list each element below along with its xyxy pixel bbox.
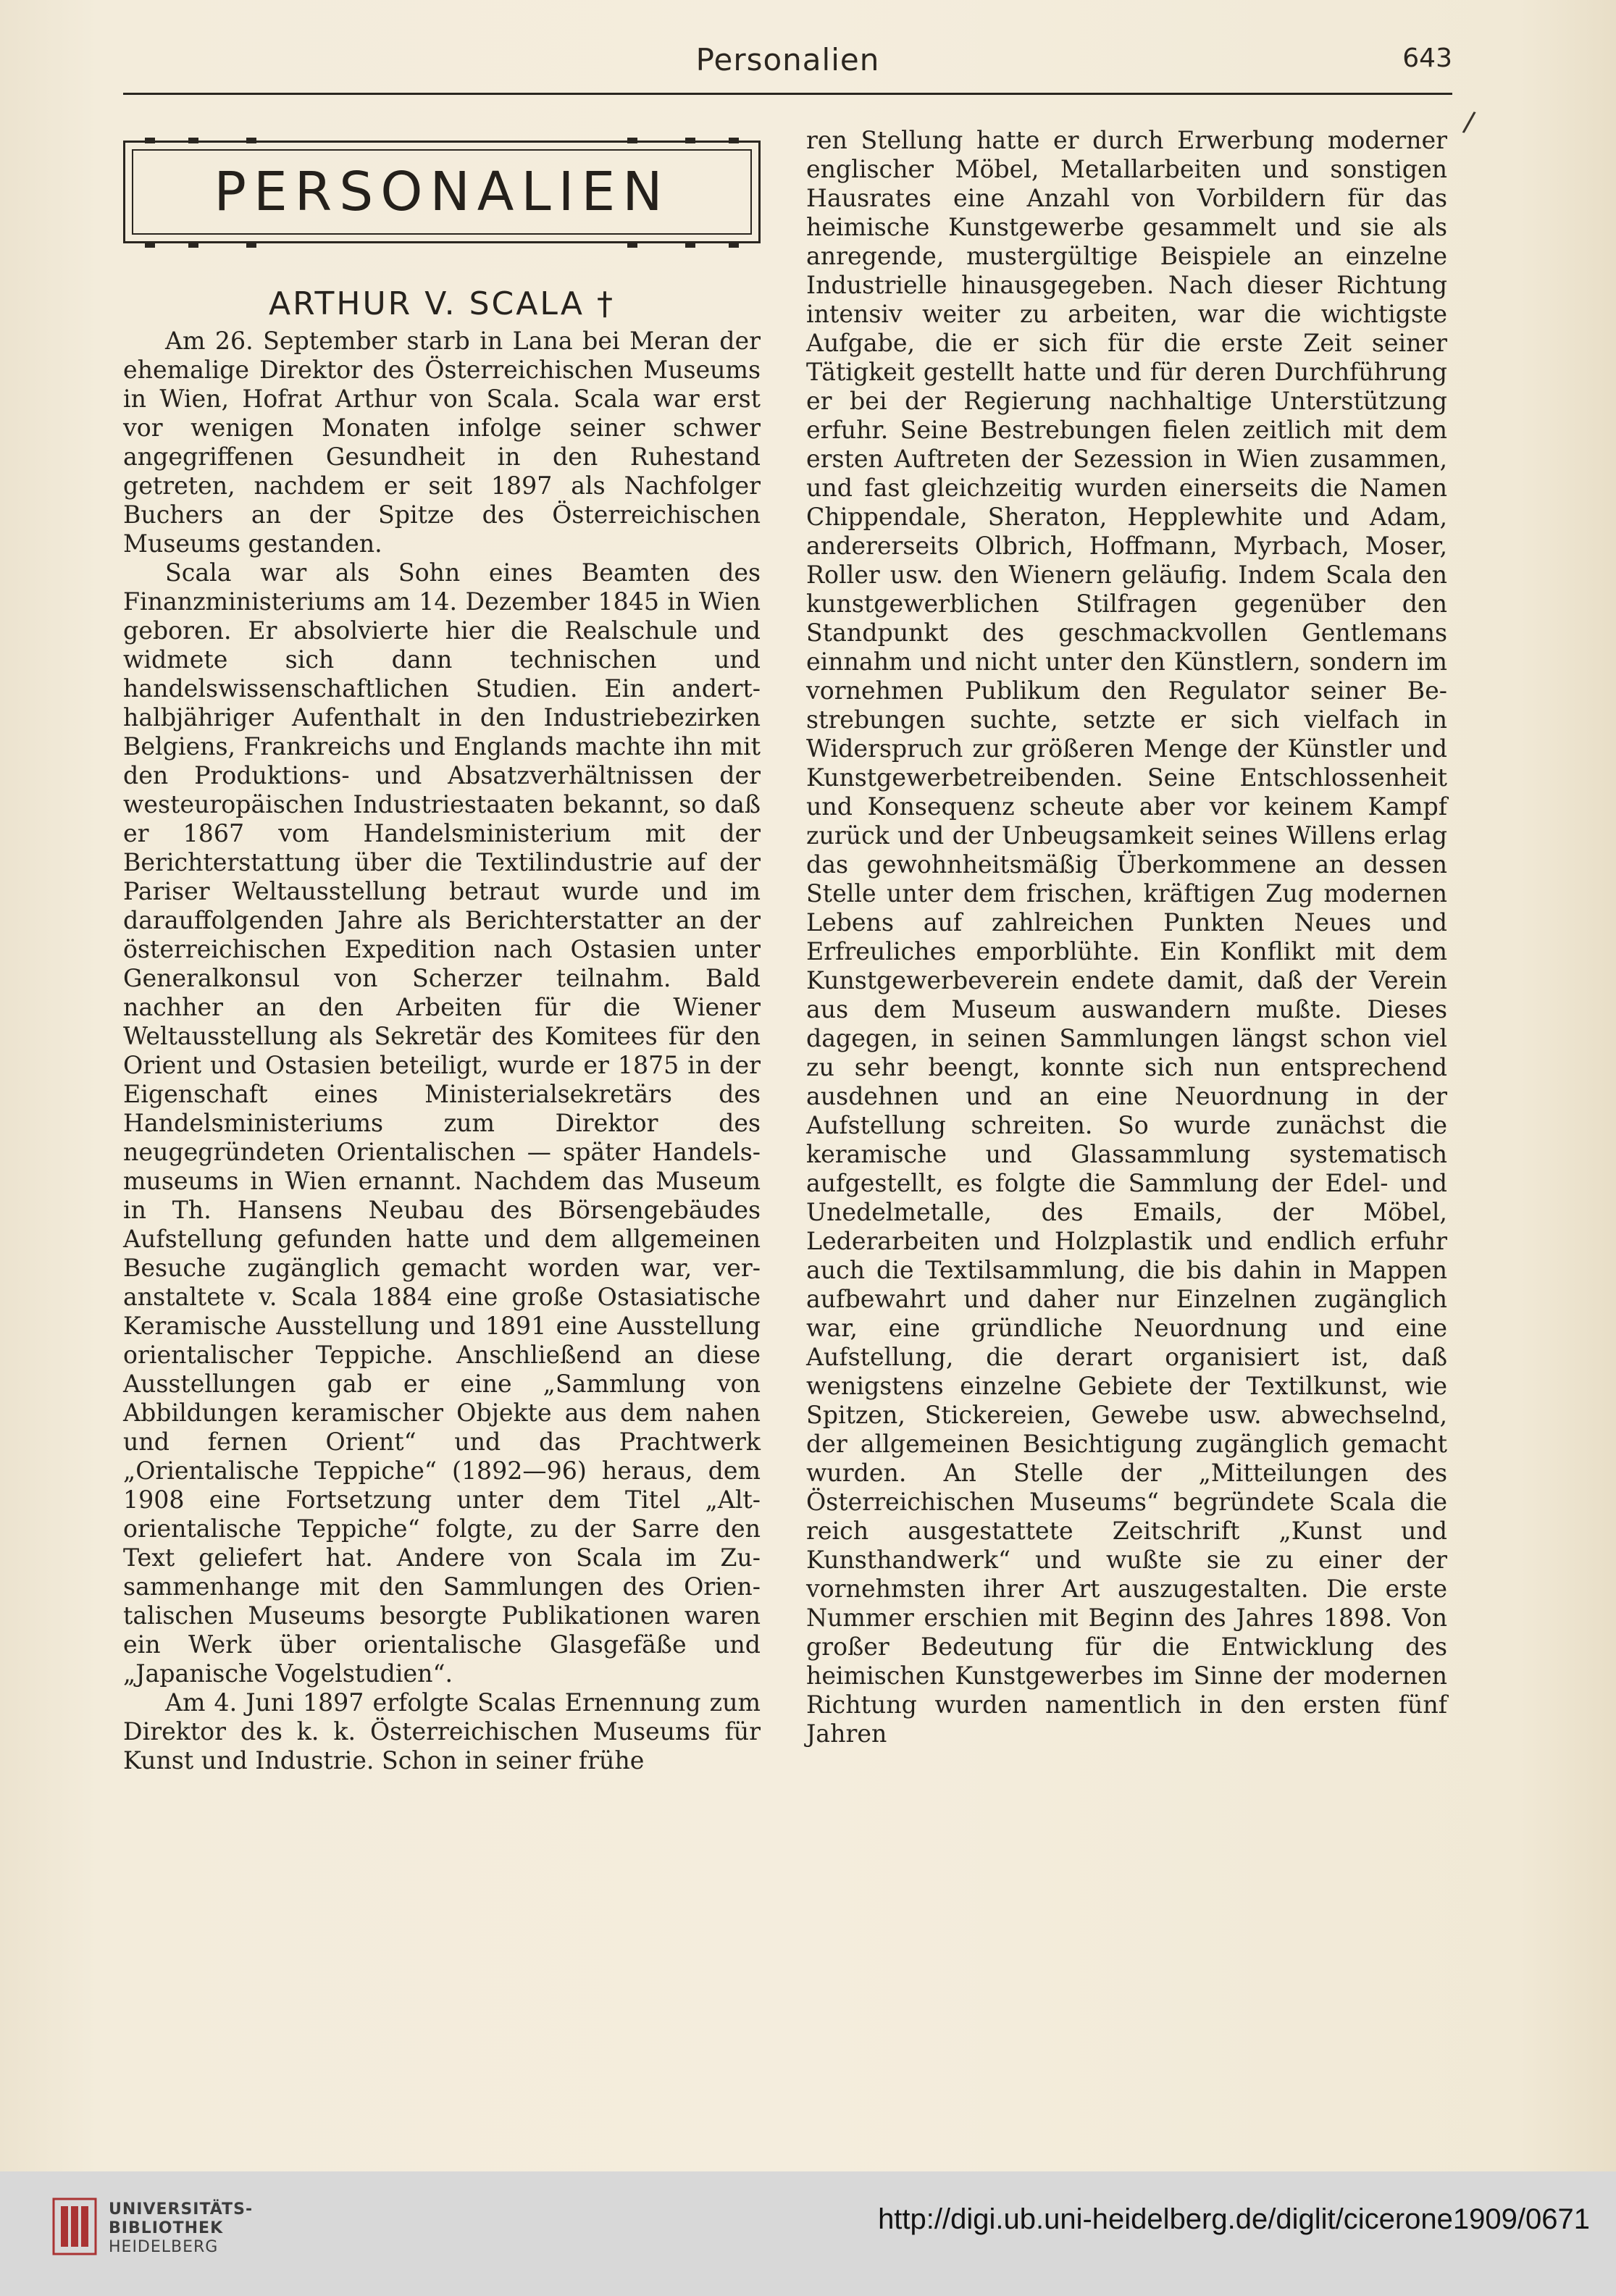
paragraph: Am 26. September starb in Lana bei Meran der ehemalige Direktor des Österreichischen Museums in Wien, Hofrat Arthur von Scala. Scala war erst vor wenigen Monaten infolge seiner schwer angegriffenen Gesundheit in den Ruhestand getreten, nachdem er seit 1897 als Nachfolger Buchers an der Spitze des Österreichischen Museums gestanden. [123, 327, 761, 558]
paragraph: Am 4. Juni 1897 erfolgte Scalas Ernennung zum Direktor des k. k. Österreichischen Museums für Kunst und Industrie. Schon in seiner frühe [123, 1688, 761, 1775]
frame-ornament-bottom [145, 242, 739, 246]
right-column [806, 126, 1447, 1748]
library-name-line2: BIBLIOTHEK [109, 2219, 224, 2237]
library-name-line1: UNIVERSITÄTS- [109, 2200, 254, 2219]
library-name-line3: HEIDELBERG [109, 2238, 219, 2256]
running-title: Personalien [695, 42, 880, 77]
paragraph-continued: ren Stellung hatte er durch Erwerbung moderner englischer Möbel, Metallarbeiten und sonstigen Hausrates eine Anzahl von Vorbildern für das heimische Kunstgewerbe gesammelt und sie als anregende, mustergültige Beispiele an einzelne Industrielle hinausgegeben. Nach dieser Richtung intensiv weiter zu arbeiten, war die wichtigste Aufgabe, die er sich für die erste Zeit seiner Tätigkeit gestellt hatte und für deren Durchführung er bei der Regierung nachhaltige Unterstützung erfuhr. Seine Bestrebungen fielen zeitlich mit dem ersten Auftreten der Sezession in Wien zusammen, und fast gleichzeitig wurden einerseits die Namen Chippendale, Sheraton, Hepplewhite und Adam, andererseits Olbrich, Hoffmann, Myrbach, Moser, Roller usw. den Wienern geläufig. Indem Scala den kunstgewerblichen Stilfragen gegenüber den Standpunkt des geschmackvollen Gentlemans einnahm und nicht unter den Künstlern, sondern im vornehmen Publikum den Regulator seiner Bestrebungen suchte, setzte er sich vielfach in Widerspruch zur größeren Menge der Künstler und Kunstgewerbetreibenden. Seine Entschlossenheit und Konsequenz scheute aber vor keinem Kampf zurück und der Unbeugsamkeit seines Willens erlag das gewohnheitsmäßig Überkommene an dessen Stelle unter dem frischen, kräftigen Zug modernen Lebens auf zahlreichen Punkten Neues und Erfreuliches emporblühte. Ein Konflikt mit dem Kunstgewerbeverein endete damit, daß der Verein aus dem Museum auswandern mußte. Dieses dagegen, in seinen Sammlungen längst schon viel zu sehr beengt, konnte sich nun entsprechend ausdehnen und an eine Neuordnung in der Aufstellung schreiten. So wurde zunächst die keramische und Glassammlung systematisch aufgestellt, es folgte die Sammlung der Edel- und Unedelmetalle, des Emails, der Möbel, Lederarbeiten und Holzplastik und endlich erfuhr auch die Textilsammlung, die bis dahin in Mappen aufbewahrt und daher nur Einzelnen zugänglich war, eine gründliche Neuordnung und eine Aufstellung, die derart organisiert ist, daß wenigstens einzelne Gebiete der Textilkunst, wie Spitzen, Stickereien, Gewebe usw. abwechselnd, der allgemeinen Besichtigung zugänglich gemacht wurden. An Stelle der „Mitteilungen des Österreichischen Museums“ begründete Scala die reich ausgestattete Zeitschrift „Kunst und Kunsthandwerk“ und wußte sie zu einer der vornehmsten ihrer Art auszugestalten. Die erste Nummer erschien mit Beginn des Jahres 1898. Von großer Bedeutung für die Entwicklung des heimischen Kunstgewerbes im Sinne der modernen Richtung wurden namentlich in den ersten fünf Jahren [806, 126, 1447, 1748]
page-number: 643 [1402, 43, 1452, 73]
library-name [109, 2200, 253, 2257]
paragraph: Scala war als Sohn eines Beamten des Finanzministeriums am 14. Dezember 1845 in Wien geboren. Er absolvierte hier die Realschule und widmete sich dann technischen und handelswissenschaftlichen Studien. Ein anderthalbjähriger Aufenthalt in den Industriebezirken Belgiens, Frankreichs und Englands machte ihn mit den Produktions- und Absatzverhältnissen der westeuropäischen Industriestaaten bekannt, so daß er 1867 vom Handelsministerium mit der Berichterstattung über die Textilindustrie auf der Pariser Weltausstellung betraut wurde und im darauffolgenden Jahre als Berichterstatter an der österreichischen Expedition nach Ostasien unter Generalkonsul von Scherzer teilnahm. Bald nachher an den Arbeiten für die Wiener Weltausstellung als Sekretär des Komitees für den Orient und Ostasien beteiligt, wurde er 1875 in der Eigenschaft eines Ministerialsekretärs des Handelsministeriums zum Direktor des neugegründeten Orientalischen — später Handelsmuseums in Wien ernannt. Nachdem das Museum in Th. Hansens Neubau des Börsengebäudes Aufstellung gefunden hatte und dem allgemeinen Besuche zugänglich gemacht worden war, veranstaltete v. Scala 1884 eine große Ostasiatische Keramische Ausstellung und 1891 eine Ausstellung orientalischer Teppiche. Anschließend an diese Ausstellungen gab er eine „Sammlung von Abbildungen keramischer Objekte aus dem nahen und fernen Orient“ und das Prachtwerk „Orientalische Teppiche“ (1892—96) heraus, dem 1908 eine Fortsetzung unter dem Titel „Altorientalische Teppiche“ folgte, zu der Sarre den Text geliefert hat. Andere von Scala im Zusammenhange mit den Sammlungen des Orientalischen Museums besorgte Publikationen waren ein Werk über orientalische Glasgefäße und „Japanische Vogelstudien“. [123, 558, 761, 1688]
stray-pencil-mark: / [1461, 105, 1478, 138]
permalink-url[interactable]: http://digi.ub.uni-heidelberg.de/diglit/cicerone1909/0671 [878, 2203, 1590, 2235]
library-logo-icon [51, 2196, 99, 2257]
digitization-footer [0, 2171, 1616, 2296]
article-title: ARTHUR V. SCALA † [269, 285, 615, 322]
section-heading-box [123, 141, 761, 243]
running-head [123, 42, 1452, 85]
left-column [123, 130, 761, 1775]
section-title: PERSONALIEN [214, 161, 670, 223]
header-rule [123, 93, 1452, 95]
frame-ornament-top [145, 138, 739, 142]
